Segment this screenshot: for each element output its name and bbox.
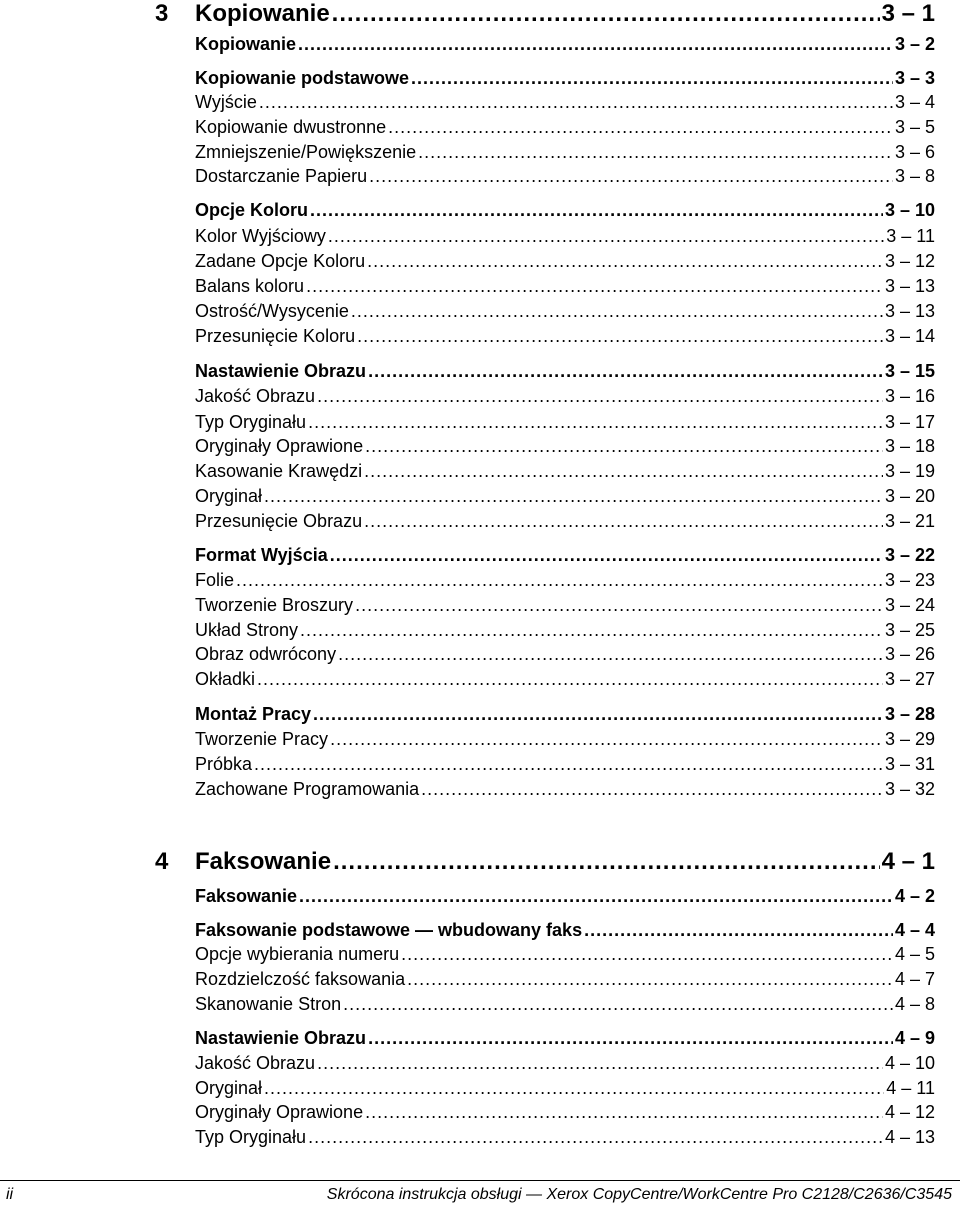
toc-entry-page: 3 – 23: [884, 570, 935, 590]
leader-dots: [264, 1078, 884, 1099]
toc-section-entry[interactable]: [195, 1028, 935, 1052]
toc-section-entry[interactable]: [195, 361, 935, 385]
leader-dots: [308, 412, 883, 433]
toc-entry-title: Układ Strony: [195, 620, 299, 640]
toc-section-entry[interactable]: [195, 545, 935, 569]
toc-section-entry[interactable]: [195, 200, 935, 224]
toc-entry-title: Próbka: [195, 754, 253, 774]
toc-entry-page: 4 – 2: [894, 886, 935, 906]
toc-entry-title: Skanowanie Stron: [195, 994, 342, 1014]
toc-entry[interactable]: [195, 436, 935, 460]
toc-entry-title: Rozdzielczość faksowania: [195, 969, 406, 989]
leader-dots: [407, 969, 893, 990]
toc-entry-page: 4 – 13: [884, 1127, 935, 1147]
toc-entry[interactable]: [195, 729, 935, 753]
toc-entry-title: Balans koloru: [195, 276, 305, 296]
toc-entry-page: 3 – 16: [884, 386, 935, 406]
toc-entry[interactable]: [195, 969, 935, 993]
toc-entry[interactable]: [195, 620, 935, 644]
leader-dots: [308, 1127, 883, 1148]
toc-entry-page: 3 – 17: [884, 412, 935, 432]
toc-entry-page: 3 – 29: [884, 729, 935, 749]
toc-entry[interactable]: [195, 226, 935, 250]
leader-dots: [257, 669, 883, 690]
leader-dots: [411, 68, 893, 89]
toc-entry[interactable]: [195, 301, 935, 325]
toc-entry-title: Montaż Pracy: [195, 704, 312, 724]
toc-entry-page: 3 – 6: [894, 142, 935, 162]
toc-section-entry[interactable]: [195, 68, 935, 92]
leader-dots: [264, 486, 883, 507]
toc-entry[interactable]: [195, 994, 935, 1018]
toc-entry-title: Opcje wybierania numeru: [195, 944, 400, 964]
leader-dots: [328, 226, 884, 247]
chapter-heading[interactable]: [155, 0, 935, 30]
toc-entry[interactable]: [195, 644, 935, 668]
toc-entry-title: Typ Oryginału: [195, 412, 307, 432]
leader-dots: [369, 166, 893, 187]
toc-entry-page: 4 – 10: [884, 1053, 935, 1073]
toc-entry-page: 3 – 14: [884, 326, 935, 346]
toc-entry-title: Kopiowanie podstawowe: [195, 68, 410, 88]
toc-entry-title: Ostrość/Wysycenie: [195, 301, 349, 321]
toc-entry-title: Nastawienie Obrazu: [195, 361, 367, 381]
leader-dots: [330, 545, 883, 566]
chapter-title: Faksowanie: [195, 848, 332, 875]
toc-entry-page: 3 – 18: [884, 436, 935, 456]
chapter-number: 4: [155, 848, 169, 875]
leader-dots: [365, 436, 883, 457]
leader-dots: [364, 511, 883, 532]
toc-entry[interactable]: [195, 251, 935, 275]
chapter-page: 4 – 1: [881, 848, 935, 875]
toc-entry[interactable]: [195, 1127, 935, 1151]
leader-dots: [254, 754, 883, 775]
toc-entry-page: 3 – 21: [884, 511, 935, 531]
toc-entry[interactable]: [195, 386, 935, 410]
leader-dots: [365, 1102, 883, 1123]
toc-entry[interactable]: [195, 511, 935, 535]
toc-entry-page: 3 – 31: [884, 754, 935, 774]
leader-dots: [388, 117, 893, 138]
leader-dots: [338, 644, 883, 665]
toc-entry[interactable]: [195, 117, 935, 141]
toc-entry-title: Kopiowanie: [195, 34, 297, 54]
toc-entry-title: Kolor Wyjściowy: [195, 226, 326, 246]
toc-entry-page: 3 – 13: [884, 301, 935, 321]
toc-entry-page: 3 – 22: [884, 545, 935, 565]
toc-entry-title: Kasowanie Krawędzi: [195, 461, 363, 481]
toc-entry-page: 4 – 5: [894, 944, 935, 964]
toc-entry-title: Przesunięcie Obrazu: [195, 511, 363, 531]
leader-dots: [418, 142, 893, 163]
toc-entry[interactable]: [195, 166, 935, 190]
toc-entry[interactable]: [195, 1102, 935, 1126]
toc-entry-title: Tworzenie Pracy: [195, 729, 329, 749]
toc-entry[interactable]: [195, 276, 935, 300]
toc-entry[interactable]: [195, 92, 935, 116]
toc-entry[interactable]: [195, 412, 935, 436]
leader-dots: [306, 276, 883, 297]
toc-entry-title: Oryginał: [195, 1078, 263, 1098]
toc-entry-title: Dostarczanie Papieru: [195, 166, 368, 186]
toc-entry-title: Okładki: [195, 669, 256, 689]
toc-entry-title: Zachowane Programowania: [195, 779, 420, 799]
toc-entry-page: 3 – 26: [884, 644, 935, 664]
toc-section-entry[interactable]: [195, 704, 935, 728]
toc-entry-title: Zadane Opcje Koloru: [195, 251, 366, 271]
toc-entry-title: Folie: [195, 570, 235, 590]
toc-entry-title: Oryginały Oprawione: [195, 436, 364, 456]
toc-entry-page: 3 – 27: [884, 669, 935, 689]
toc-entry-title: Obraz odwrócony: [195, 644, 337, 664]
leader-dots: [368, 1028, 893, 1049]
toc-entry[interactable]: [195, 944, 935, 968]
toc-entry-page: 3 – 2: [894, 34, 935, 54]
leader-dots: [421, 779, 883, 800]
toc-entry[interactable]: [195, 142, 935, 166]
leader-dots: [236, 570, 883, 591]
toc-entry[interactable]: [195, 779, 935, 803]
toc-entry-page: 3 – 32: [884, 779, 935, 799]
leader-dots: [310, 200, 883, 221]
leader-dots: [351, 301, 883, 322]
toc-entry-title: Przesunięcie Koloru: [195, 326, 356, 346]
leader-dots: [333, 848, 880, 876]
footer-text: Skrócona instrukcja obsługi — Xerox CopyCentre/WorkCentre Pro C2128/C2636/C3545: [326, 1186, 952, 1203]
toc-entry-title: Faksowanie podstawowe — wbudowany faks: [195, 920, 583, 940]
toc-entry-page: 3 – 13: [884, 276, 935, 296]
toc-entry-title: Typ Oryginału: [195, 1127, 307, 1147]
toc-entry[interactable]: [195, 669, 935, 693]
leader-dots: [332, 0, 880, 28]
toc-entry-title: Wyjście: [195, 92, 257, 112]
toc-entry-title: Jakość Obrazu: [195, 386, 316, 406]
toc-entry-page: 3 – 11: [886, 226, 935, 246]
leader-dots: [299, 886, 893, 907]
toc-entry[interactable]: [195, 1053, 935, 1077]
toc-entry-page: 3 – 15: [884, 361, 935, 381]
toc-section-entry[interactable]: [195, 886, 935, 910]
toc-entry-page: 3 – 12: [884, 251, 935, 271]
toc-entry-title: Oryginał: [195, 486, 263, 506]
toc-entry-page: 4 – 11: [886, 1078, 935, 1098]
leader-dots: [368, 361, 883, 382]
toc-entry-page: 3 – 25: [884, 620, 935, 640]
toc-entry-title: Nastawienie Obrazu: [195, 1028, 367, 1048]
chapter-heading[interactable]: [155, 848, 935, 878]
toc-entry-title: Oryginały Oprawione: [195, 1102, 364, 1122]
leader-dots: [343, 994, 893, 1015]
leader-dots: [584, 920, 893, 941]
toc-entry[interactable]: [195, 1078, 935, 1102]
toc-entry-title: Jakość Obrazu: [195, 1053, 316, 1073]
leader-dots: [401, 944, 893, 965]
toc-entry-page: 3 – 19: [884, 461, 935, 481]
leader-dots: [300, 620, 883, 641]
toc-entry-page: 4 – 4: [894, 920, 935, 940]
footer-rule: [0, 1180, 960, 1181]
toc-entry[interactable]: [195, 486, 935, 510]
leader-dots: [313, 704, 883, 725]
toc-entry-page: 3 – 10: [884, 200, 935, 220]
toc-entry-title: Faksowanie: [195, 886, 298, 906]
toc-entry-page: 3 – 24: [884, 595, 935, 615]
toc-entry-page: 3 – 3: [894, 68, 935, 88]
toc-entry-page: 4 – 7: [894, 969, 935, 989]
leader-dots: [364, 461, 883, 482]
toc-entry[interactable]: [195, 570, 935, 594]
toc-entry-title: Tworzenie Broszury: [195, 595, 354, 615]
toc-section-entry[interactable]: [195, 920, 935, 944]
toc-entry-title: Format Wyjścia: [195, 545, 328, 565]
toc-entry[interactable]: [195, 754, 935, 778]
toc-entry-page: 3 – 28: [884, 704, 935, 724]
toc-entry[interactable]: [195, 326, 935, 350]
toc-entry-title: Opcje Koloru: [195, 200, 309, 220]
toc-entry-page: 3 – 5: [894, 117, 935, 137]
leader-dots: [355, 595, 883, 616]
toc-entry-page: 3 – 4: [894, 92, 935, 112]
toc-entry-page: 3 – 8: [894, 166, 935, 186]
leader-dots: [357, 326, 883, 347]
toc-section-entry[interactable]: [195, 34, 935, 58]
leader-dots: [259, 92, 893, 113]
toc-entry[interactable]: [195, 461, 935, 485]
toc-entry-title: Kopiowanie dwustronne: [195, 117, 387, 137]
toc-entry[interactable]: [195, 595, 935, 619]
toc-entry-page: 4 – 9: [894, 1028, 935, 1048]
toc-entry-title: Zmniejszenie/Powiększenie: [195, 142, 417, 162]
toc-entry-page: 4 – 12: [884, 1102, 935, 1122]
chapter-page: 3 – 1: [881, 0, 935, 27]
chapter-number: 3: [155, 0, 169, 27]
chapter-title: Kopiowanie: [195, 0, 330, 27]
toc-entry-page: 3 – 20: [884, 486, 935, 506]
leader-dots: [330, 729, 883, 750]
leader-dots: [317, 386, 883, 407]
leader-dots: [317, 1053, 883, 1074]
footer-page-number: ii: [6, 1186, 14, 1203]
leader-dots: [367, 251, 883, 272]
toc-entry-page: 4 – 8: [894, 994, 935, 1014]
leader-dots: [298, 34, 893, 55]
